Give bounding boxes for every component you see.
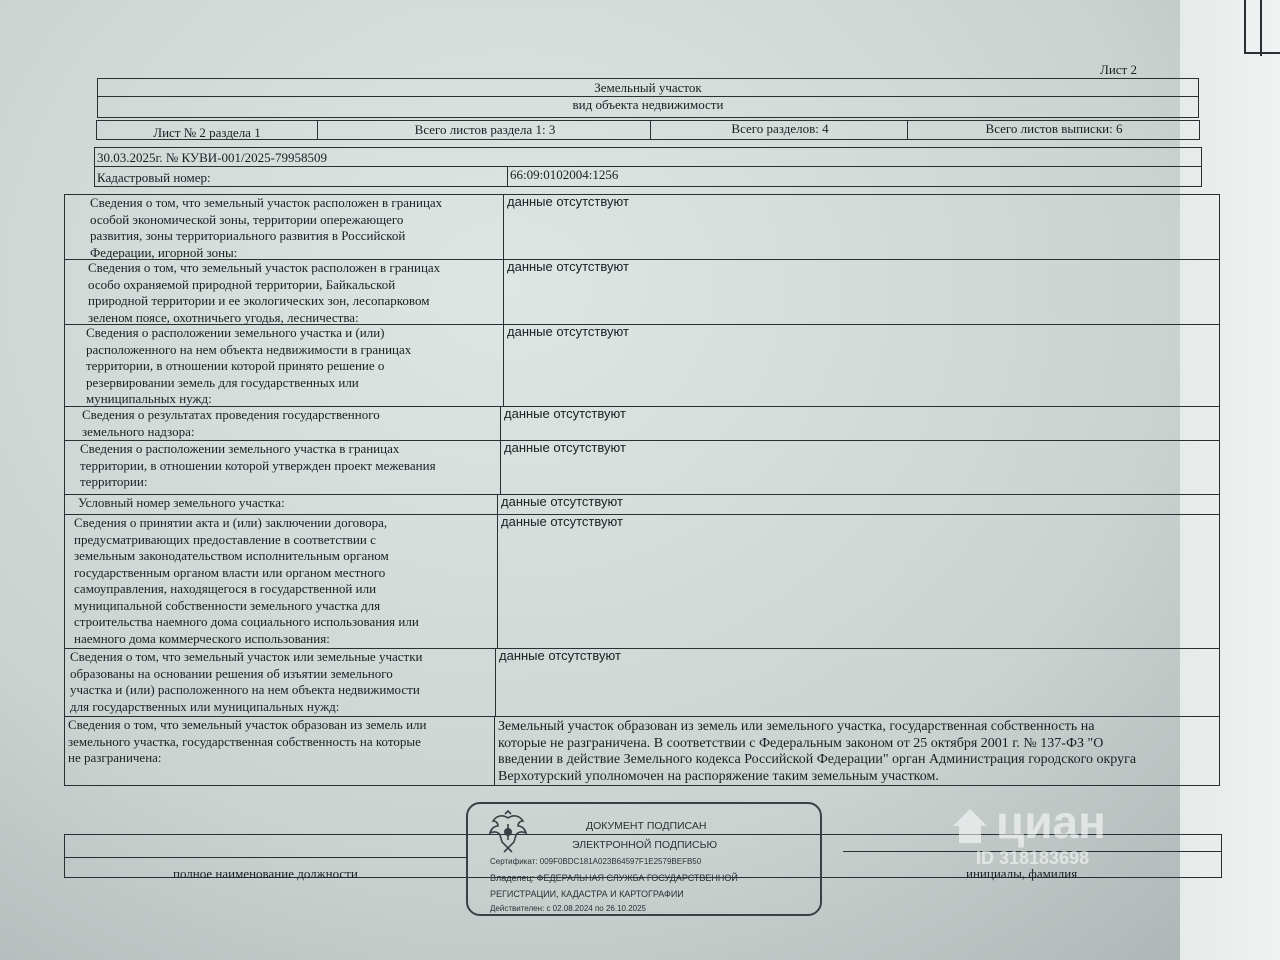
row-label-line: расположенного на нем объекта недвижимости в границах bbox=[86, 341, 412, 357]
column-divider bbox=[503, 194, 504, 259]
row-label-line: не разграничена: bbox=[68, 750, 162, 765]
row-label-line: земельного надзора: bbox=[82, 423, 195, 439]
row-label-line: земельным законодательством исполнительным органом bbox=[74, 548, 389, 563]
row-label-line: Федерации, игорной зоны: bbox=[90, 244, 238, 260]
total-sections: Всего разделов: 4 bbox=[731, 121, 829, 136]
object-type-caption: вид объекта недвижимости bbox=[572, 97, 724, 112]
row-value-line: данные отсутствуют bbox=[504, 440, 626, 455]
row-value-line: данные отсутствуют bbox=[501, 494, 623, 509]
stamp-owner2: РЕГИСТРАЦИИ, КАДАСТРА И КАРТОГРАФИИ bbox=[490, 889, 684, 899]
row-label-line: наемного дома коммерческого использования: bbox=[74, 630, 330, 646]
row-label-line: территории: bbox=[80, 474, 148, 489]
total-sheets-section: Всего листов раздела 1: 3 bbox=[414, 122, 556, 137]
row-label-line: самоуправления, находящегося в государственной или bbox=[74, 581, 377, 596]
row-value-line: введении в действие Земельного кодекса Российской Федерации" орган Администрация городского округа bbox=[498, 752, 1137, 767]
row-label-line: Условный номер земельного участка: bbox=[78, 495, 285, 510]
cian-house-icon bbox=[950, 806, 990, 846]
column-divider bbox=[494, 716, 495, 786]
row-label-line: Сведения о том, что земельный участок образован из земель или bbox=[68, 717, 427, 732]
row-label-line: развития, зоны территориального развития в Российской bbox=[90, 228, 406, 243]
row-value-line: данные отсутствуют bbox=[499, 648, 621, 663]
column-divider bbox=[500, 440, 501, 494]
row-label-line: предусматривающих предоставление в соответствии с bbox=[74, 531, 376, 547]
row-label-line: государственным органом власти или органом местного bbox=[74, 564, 386, 580]
cadastral-number: 66:09:0102004:1256 bbox=[510, 167, 619, 182]
watermark-brand: циан bbox=[996, 796, 1106, 848]
column-divider bbox=[503, 324, 504, 406]
position-caption: полное наименование должности bbox=[173, 866, 358, 881]
row-label-line: муниципальной собственности земельного участка для bbox=[74, 597, 381, 613]
row-label-line: резервировании земель для государственных или bbox=[86, 374, 359, 390]
column-divider bbox=[495, 648, 496, 716]
stamp-line2: ЭЛЕКТРОННОЙ ПОДПИСЬЮ bbox=[572, 839, 718, 851]
row-value-line: данные отсутствуют bbox=[501, 514, 623, 529]
row-value-line: данные отсутствуют bbox=[507, 194, 629, 209]
row-label-line: Сведения о принятии акта и (или) заключении договора, bbox=[74, 515, 388, 530]
electronic-signature-stamp bbox=[466, 802, 822, 916]
sheet-section: Лист № 2 раздела 1 bbox=[153, 125, 261, 140]
total-sheets-extract: Всего листов выписки: 6 bbox=[985, 121, 1123, 136]
column-divider bbox=[500, 406, 501, 440]
row-label-line: территории, в отношении которой утвержден проект межевания bbox=[80, 457, 436, 473]
row-label-line: Сведения о том, что земельный участок расположен в границах bbox=[88, 260, 441, 275]
row-label-line: муниципальных нужд: bbox=[86, 391, 212, 406]
row-label-line: Сведения о расположении земельного участка и (или) bbox=[86, 325, 385, 340]
cadastral-label: Кадастровый номер: bbox=[97, 170, 211, 185]
stamp-valid: Действителен: с 02.08.2024 по 26.10.2025 bbox=[490, 904, 646, 913]
row-label-line: строительства наемного дома социального использования или bbox=[74, 614, 419, 629]
name-caption: инициалы, фамилия bbox=[966, 866, 1078, 881]
sheet-label: Лист 2 bbox=[1100, 62, 1137, 77]
row-value-line: данные отсутствуют bbox=[507, 259, 629, 274]
row-label-line: природной территории и ее экологических зон, лесопарковом bbox=[88, 293, 430, 308]
row-value-line: которые не разграничена. В соответствии с Федеральным законом от 25 октября 2001 г. № 137-ФЗ "О bbox=[498, 735, 1104, 751]
row-label-line: Сведения о том, что земельный участок или земельные участки bbox=[70, 649, 423, 664]
row-value-line: Верхотурский уполномочен на распоряжение таким земельным участком. bbox=[498, 768, 939, 784]
row-label-line: образованы на основании решения об изъятии земельного bbox=[70, 665, 393, 681]
row-label-line: Сведения о том, что земельный участок расположен в границах bbox=[90, 195, 443, 210]
watermark-id: ID 318183698 bbox=[976, 848, 1090, 868]
column-divider bbox=[497, 494, 498, 514]
row-label-line: Сведения о расположении земельного участка в границах bbox=[80, 441, 400, 456]
row-label-line: для государственных или муниципальных нужд: bbox=[70, 698, 340, 714]
row-label-line: особо охраняемой природной территории, Байкальской bbox=[88, 276, 396, 292]
row-label-line: особой экономической зоны, территории опережающего bbox=[90, 211, 404, 227]
row-value-line: данные отсутствуют bbox=[504, 406, 626, 421]
row-label-line: территории, в отношении которой принято решение о bbox=[86, 358, 385, 373]
doc-ref: 30.03.2025г. № КУВИ-001/2025-79958509 bbox=[97, 150, 327, 165]
stamp-certificate: Сертификат: 009F0BDC181A023B64597F1E2579BEFB50 bbox=[490, 857, 702, 866]
row-value-line: данные отсутствуют bbox=[507, 324, 629, 339]
row-label-line: зеленом поясе, охотничьего угодья, лесничества: bbox=[88, 309, 359, 325]
row-label-line: Сведения о результатах проведения государственного bbox=[82, 407, 380, 422]
row-label-line: участка и (или) расположенного на нем объекта недвижимости bbox=[70, 682, 420, 697]
stamp-line1: ДОКУМЕНТ ПОДПИСАН bbox=[586, 820, 707, 832]
stamp-owner1: Владелец: ФЕДЕРАЛЬНАЯ СЛУЖБА ГОСУДАРСТВЕННОЙ bbox=[490, 873, 738, 883]
double-headed-eagle-icon bbox=[486, 810, 530, 856]
column-divider bbox=[503, 259, 504, 324]
object-type: Земельный участок bbox=[594, 80, 702, 95]
row-label-line: земельного участка, государственная собственность на которые bbox=[68, 733, 421, 749]
row-value-line: Земельный участок образован из земель или земельного участка, государственная собственность на bbox=[498, 719, 1095, 734]
column-divider bbox=[497, 514, 498, 648]
